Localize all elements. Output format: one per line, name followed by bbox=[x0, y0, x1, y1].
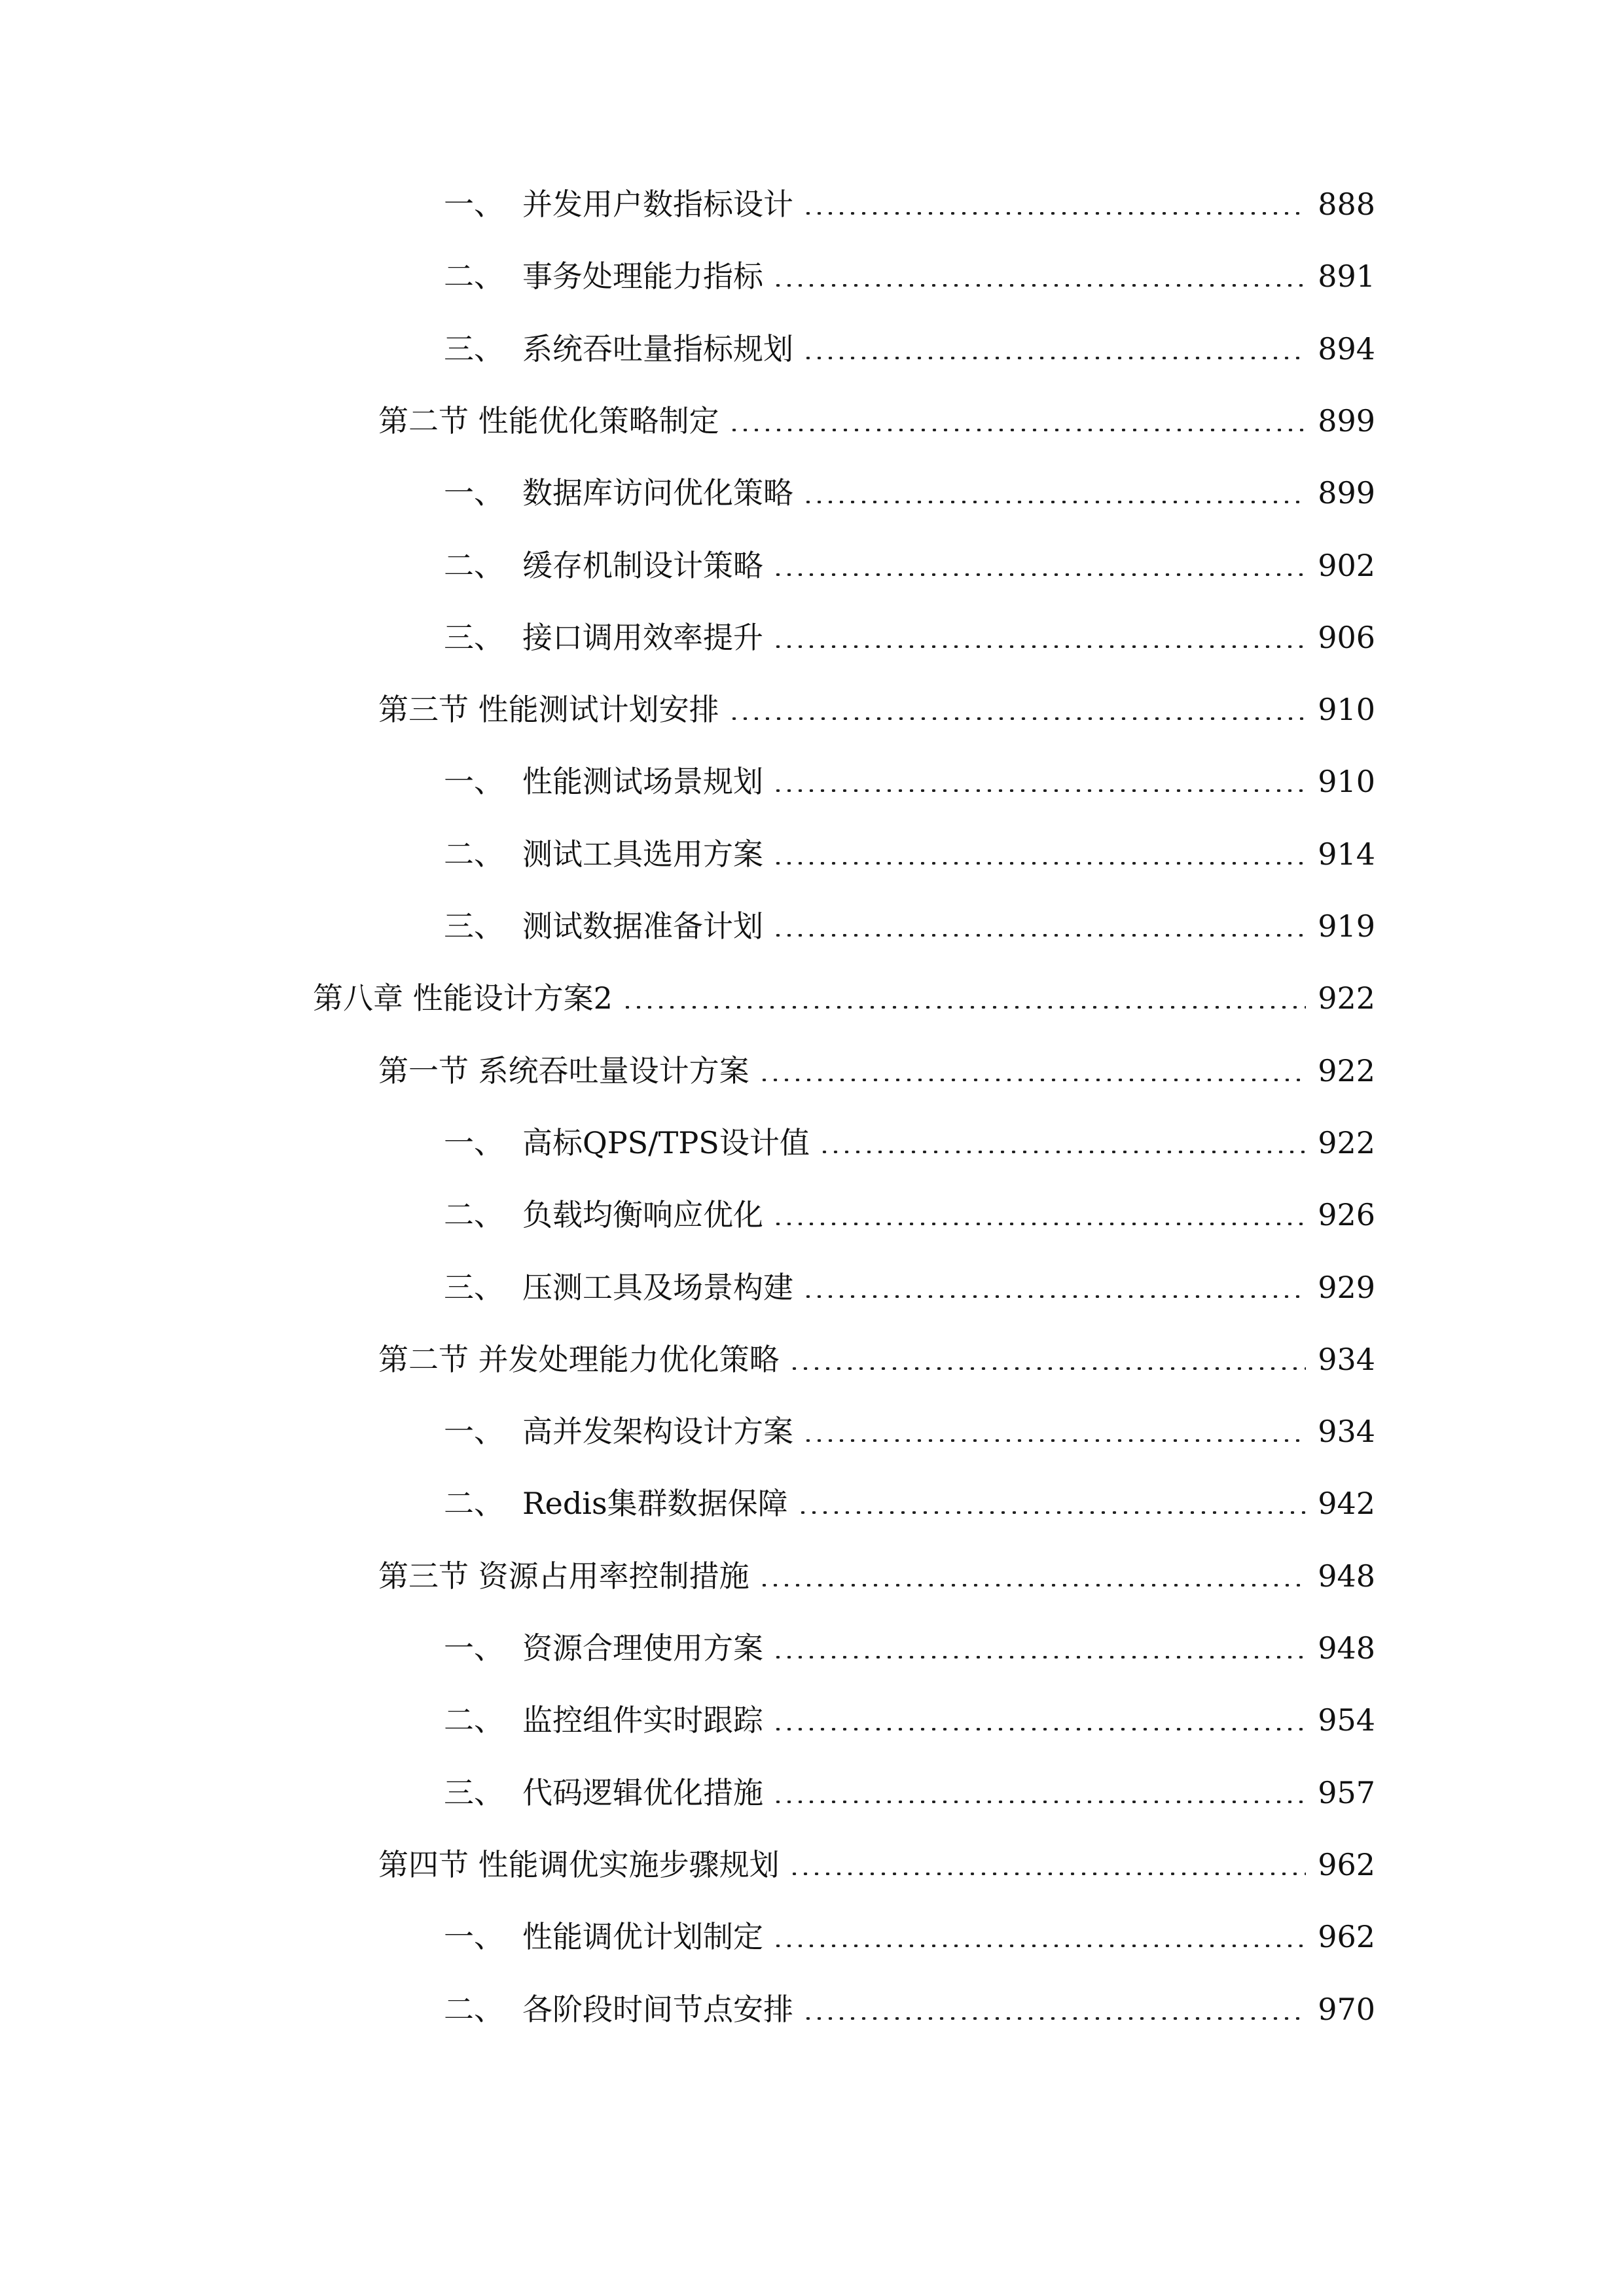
toc-entry[interactable] bbox=[444, 323, 1375, 375]
toc-entry-page-number: 962 bbox=[1318, 1847, 1375, 1882]
toc-entry[interactable] bbox=[444, 1767, 1375, 1819]
toc-entry[interactable] bbox=[378, 1550, 1375, 1602]
toc-dot-leader bbox=[772, 284, 1306, 287]
toc-dot-leader bbox=[772, 934, 1306, 937]
toc-entry-number: 三、 bbox=[444, 1270, 504, 1305]
toc-entry[interactable] bbox=[378, 683, 1375, 736]
toc-entry[interactable] bbox=[444, 900, 1375, 952]
toc-dot-leader bbox=[759, 1079, 1307, 1081]
toc-entry-page-number: 926 bbox=[1318, 1197, 1375, 1232]
toc-entry[interactable] bbox=[444, 1477, 1375, 1530]
toc-entry-title: 负载均衡响应优化 bbox=[522, 1197, 763, 1232]
toc-entry-title: 性能调优计划制定 bbox=[522, 1919, 763, 1954]
toc-entry[interactable] bbox=[378, 1333, 1375, 1386]
toc-entry-number: 二、 bbox=[444, 548, 504, 583]
toc-entry-title: 监控组件实时跟踪 bbox=[522, 1702, 763, 1738]
toc-dot-leader bbox=[772, 573, 1306, 576]
toc-entry-page-number: 948 bbox=[1318, 1558, 1375, 1594]
toc-entry[interactable] bbox=[378, 1045, 1375, 1097]
toc-entry[interactable] bbox=[444, 178, 1375, 230]
toc-dot-leader bbox=[772, 1728, 1306, 1731]
toc-entry-page-number: 922 bbox=[1318, 980, 1375, 1016]
toc-entry[interactable] bbox=[444, 828, 1375, 880]
toc-dot-leader bbox=[803, 1295, 1306, 1298]
toc-entry-number: 二、 bbox=[444, 836, 504, 872]
toc-entry-page-number: 954 bbox=[1318, 1702, 1375, 1738]
toc-entry-title: Redis集群数据保障 bbox=[522, 1486, 788, 1521]
toc-entry-title: 事务处理能力指标 bbox=[522, 259, 763, 294]
toc-entry[interactable] bbox=[444, 1983, 1375, 2036]
toc-entry-page-number: 902 bbox=[1318, 548, 1375, 583]
toc-dot-leader bbox=[622, 1006, 1306, 1009]
toc-entry-number: 二、 bbox=[444, 1197, 504, 1232]
toc-entry[interactable] bbox=[378, 395, 1375, 447]
toc-entry[interactable] bbox=[444, 250, 1375, 302]
toc-entry-number: 一、 bbox=[444, 1125, 504, 1160]
toc-entry[interactable] bbox=[444, 539, 1375, 592]
toc-entry-number: 一、 bbox=[444, 1919, 504, 1954]
toc-dot-leader bbox=[729, 717, 1307, 720]
toc-dot-leader bbox=[789, 1873, 1307, 1875]
toc-dot-leader bbox=[789, 1367, 1307, 1370]
toc-entry-number: 二、 bbox=[444, 259, 504, 294]
toc-dot-leader bbox=[759, 1584, 1307, 1587]
toc-entry-page-number: 899 bbox=[1318, 475, 1375, 511]
toc-entry-page-number: 962 bbox=[1318, 1919, 1375, 1954]
toc-entry[interactable] bbox=[444, 1261, 1375, 1314]
toc-entry[interactable] bbox=[313, 972, 1375, 1024]
toc-entry-page-number: 934 bbox=[1318, 1342, 1375, 1377]
toc-dot-leader bbox=[803, 1439, 1306, 1442]
toc-entry-title: 压测工具及场景构建 bbox=[522, 1270, 793, 1305]
toc-dot-leader bbox=[729, 429, 1307, 431]
toc-dot-leader bbox=[772, 1945, 1306, 1947]
toc-dot-leader bbox=[803, 2017, 1306, 2020]
toc-dot-leader bbox=[803, 212, 1306, 215]
toc-entry-number: 一、 bbox=[444, 1630, 504, 1666]
toc-entry-title: 第一节 系统吞吐量设计方案 bbox=[378, 1053, 749, 1088]
toc-entry-page-number: 914 bbox=[1318, 836, 1375, 872]
toc-entry-title: 资源合理使用方案 bbox=[522, 1630, 763, 1666]
toc-entry-title: 第八章 性能设计方案2 bbox=[313, 980, 613, 1016]
toc-entry-title: 第三节 性能测试计划安排 bbox=[378, 692, 719, 727]
toc-entry-page-number: 899 bbox=[1318, 403, 1375, 439]
toc-dot-leader bbox=[803, 501, 1306, 503]
toc-entry-page-number: 894 bbox=[1318, 331, 1375, 367]
toc-entry-title: 各阶段时间节点安排 bbox=[522, 1992, 793, 2027]
toc-entry-number: 三、 bbox=[444, 620, 504, 655]
toc-entry-title: 第三节 资源占用率控制措施 bbox=[378, 1558, 749, 1594]
toc-entry[interactable] bbox=[444, 755, 1375, 808]
toc-dot-leader bbox=[797, 1511, 1307, 1514]
toc-entry[interactable] bbox=[444, 1622, 1375, 1674]
toc-entry[interactable] bbox=[378, 1839, 1375, 1891]
toc-entry-title: 第二节 并发处理能力优化策略 bbox=[378, 1342, 780, 1377]
toc-entry[interactable] bbox=[444, 1910, 1375, 1963]
toc-entry-number: 二、 bbox=[444, 1702, 504, 1738]
toc-entry-page-number: 970 bbox=[1318, 1992, 1375, 2027]
toc-entry-page-number: 922 bbox=[1318, 1125, 1375, 1160]
toc-entry-page-number: 910 bbox=[1318, 764, 1375, 799]
toc-entry-title: 数据库访问优化策略 bbox=[522, 475, 793, 511]
toc-entry-page-number: 888 bbox=[1318, 187, 1375, 222]
toc-entry-title: 性能测试场景规划 bbox=[522, 764, 763, 799]
toc-entry-title: 缓存机制设计策略 bbox=[522, 548, 763, 583]
toc-entry[interactable] bbox=[444, 1694, 1375, 1746]
toc-entry-number: 三、 bbox=[444, 908, 504, 944]
toc-entry-title: 测试数据准备计划 bbox=[522, 908, 763, 944]
toc-entry-page-number: 906 bbox=[1318, 620, 1375, 655]
toc-entry-number: 三、 bbox=[444, 1775, 504, 1810]
toc-entry-title: 高并发架构设计方案 bbox=[522, 1414, 793, 1449]
toc-entry[interactable] bbox=[444, 1117, 1375, 1169]
toc-dot-leader bbox=[772, 645, 1306, 648]
toc-entry-number: 一、 bbox=[444, 764, 504, 799]
toc-entry[interactable] bbox=[444, 467, 1375, 519]
toc-entry[interactable] bbox=[444, 611, 1375, 664]
toc-dot-leader bbox=[803, 357, 1306, 359]
toc-entry-page-number: 948 bbox=[1318, 1630, 1375, 1666]
toc-entry-number: 一、 bbox=[444, 1414, 504, 1449]
toc-dot-leader bbox=[772, 1656, 1306, 1659]
toc-entry-page-number: 922 bbox=[1318, 1053, 1375, 1088]
toc-entry-title: 第四节 性能调优实施步骤规划 bbox=[378, 1847, 780, 1882]
toc-entry-page-number: 910 bbox=[1318, 692, 1375, 727]
toc-entry-title: 第二节 性能优化策略制定 bbox=[378, 403, 719, 439]
toc-entry-number: 二、 bbox=[444, 1486, 504, 1521]
toc-entry-title: 并发用户数指标设计 bbox=[522, 187, 793, 222]
toc-dot-leader bbox=[819, 1151, 1306, 1153]
toc-entry[interactable] bbox=[444, 1405, 1375, 1458]
toc-entry-title: 测试工具选用方案 bbox=[522, 836, 763, 872]
toc-entry-page-number: 942 bbox=[1318, 1486, 1375, 1521]
toc-entry-number: 二、 bbox=[444, 1992, 504, 2027]
toc-entry-number: 三、 bbox=[444, 331, 504, 367]
toc-entry[interactable] bbox=[444, 1189, 1375, 1241]
toc-entry-number: 一、 bbox=[444, 187, 504, 222]
toc-dot-leader bbox=[772, 1223, 1306, 1225]
toc-entry-number: 一、 bbox=[444, 475, 504, 511]
toc-dot-leader bbox=[772, 1801, 1306, 1803]
toc-entry-page-number: 934 bbox=[1318, 1414, 1375, 1449]
toc-entry-title: 系统吞吐量指标规划 bbox=[522, 331, 793, 367]
toc-dot-leader bbox=[772, 789, 1306, 792]
toc-dot-leader bbox=[772, 862, 1306, 865]
toc-entry-page-number: 919 bbox=[1318, 908, 1375, 944]
toc-entry-title: 高标QPS/TPS设计值 bbox=[522, 1125, 810, 1160]
toc-entry-title: 接口调用效率提升 bbox=[522, 620, 763, 655]
toc-entry-page-number: 957 bbox=[1318, 1775, 1375, 1810]
toc-entry-page-number: 929 bbox=[1318, 1270, 1375, 1305]
toc-entry-page-number: 891 bbox=[1318, 259, 1375, 294]
toc-entry-title: 代码逻辑优化措施 bbox=[522, 1775, 763, 1810]
